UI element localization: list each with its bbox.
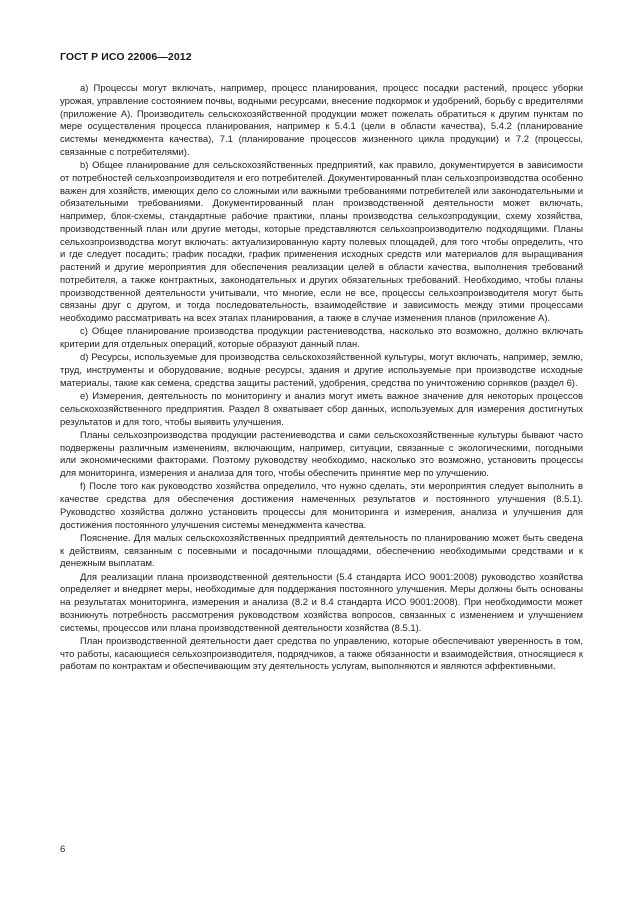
paragraph-plan-implementation: Для реализации плана производственной деятельности (5.4 стандарта ИСО 9001:2008) руководство хозяйства определяет и внедряет меры, необходимые для поддержания постоянного улучшения. Меры должны быть основаны на результатах мониторинга, измерения и анализа (8.2 и 8.4 стандарта ИСО 9001:2008). При необходимости может возникнуть потребность рассмотрения руководством хозяйства вопросов, связанных с изменением и улучшением системы, процессов или плана производственной деятельности хозяйства (8.5.1). <box>60 571 583 634</box>
standard-header: ГОСТ Р ИСО 22006—2012 <box>60 51 192 63</box>
paragraph-explanation: Пояснение. Для малых сельскохозяйственных предприятий деятельность по планированию может быть сведена к действиям, связанным с посевными и посадочными площадями, обеспечению необходимыми средствами и к денежным выплатам. <box>60 532 583 570</box>
paragraph-d-resources: d) Ресурсы, используемые для производства сельскохозяйственной культуры, могут включать, например, землю, труд, инструменты и оборудование, водные ресурсы, здания и другие используемые при производстве исходные материалы, такие как семена, средства защиты растений, удобрения, средства по уничтожению сорняков (раздел 6). <box>60 352 583 389</box>
paragraph-plan-control: План производственной деятельности дает средства по управлению, которые обеспечивают уверенность в том, что работы, касающиеся сельхозпроизводителя, подрядчиков, а также обязанности и взаимодействия, относящиеся к работам по контрактам и обеспечивающим эту деятельность услугам, выполняются и являются эффективными. <box>60 635 583 673</box>
paragraph-b-general-planning: b) Общее планирование для сельскохозяйственных предприятий, как правило, документируется в зависимости от потребностей сельхозпроизводителя и его потребителей. Документированный план сельхозпроизводства особенно важен для хозяйств, имеющих дело со сложными или важными требованиями потребителей или законодательными и обязательными требованиями. Документированный план производственной деятельности может включать, например, блок-схемы, стандартные рабочие практики, планы производства сельхозпродукции, схему хозяйства, производственный план или другие методы, которые представляются сельхозпроизводителю подходящими. Планы сельхозпроизводства могут включать: актуализированную карту полевых площадей, для того чтобы определить, что и где следует посадить; график посадки, график применения исходных средств или материалов для выращивания растений и другие мероприятия для обеспечения реализации целей в области качества, выполнения требований потребителя, а также контрактных, законодательных и других обязательных требований. Необходимо, чтобы планы производственной деятельности учитывали, что многие, если не все, процессы сельхозпроизводителя могут быть связаны друг с другом, и тогда последовательность, взаимодействие и зависимость между этими процессами необходимо рассматривать на всех этапах планирования, а также в случае изменения планов (приложение А). <box>60 160 583 324</box>
paragraph-plans-changes: Планы сельхозпроизводства продукции растениеводства и сами сельскохозяйственные культуры бывают часто подвержены различным изменениям, включающим, например, ситуации, связанные с экологическими, погодными или экономическими факторами. Поэтому руководству необходимо, насколько это возможно, установить процессы для мониторинга, измерения и анализа для того, чтобы обеспечить принятие мер по улучшению. <box>60 429 583 479</box>
paragraph-e-measurements: e) Измерения, деятельность по мониторингу и анализ могут иметь важное значение для некоторых процессов сельскохозяйственного предприятия. Раздел 8 охватывает сбор данных, используемых для измерения достигнутых результатов и для того, чтобы выявить улучшения. <box>60 391 583 428</box>
paragraph-a-processes: a) Процессы могут включать, например, процесс планирования, процесс посадки растений, процесс уборки урожая, управление состоянием почвы, водными ресурсами, внесение подкормок и удобрений, борьбу с вредителями (приложение А). Производитель сельскохозяйственной продукции может пожелать обратиться к другим пунктам по мере осуществления процесса планирования, например к 5.4.1 (цели в области качества), 5.4.2 (планирование системы менеджмента качества), 7.1 (планирование процессов жизненного цикла продукции) и 7.2 (процессы, связанные с потребителями). <box>60 83 583 158</box>
page-number: 6 <box>60 844 66 855</box>
paragraph-c-crop-planning: c) Общее планирование производства продукции растениеводства, насколько это возможно, должно включать критерии для отдельных операций, которые образуют данный план. <box>60 326 583 350</box>
body-text <box>60 83 583 675</box>
paragraph-f-improvement: f) После того как руководство хозяйства определило, что нужно сделать, эти мероприятия следует выполнить в качестве средства для обеспечения достижения намеченных результатов и постоянного улучшения (8.5.1). Руководство хозяйства должно установить процессы для мониторинга и измерения, анализа и улучшения для достижения постоянного улучшения системы менеджмента качества. <box>60 481 583 531</box>
